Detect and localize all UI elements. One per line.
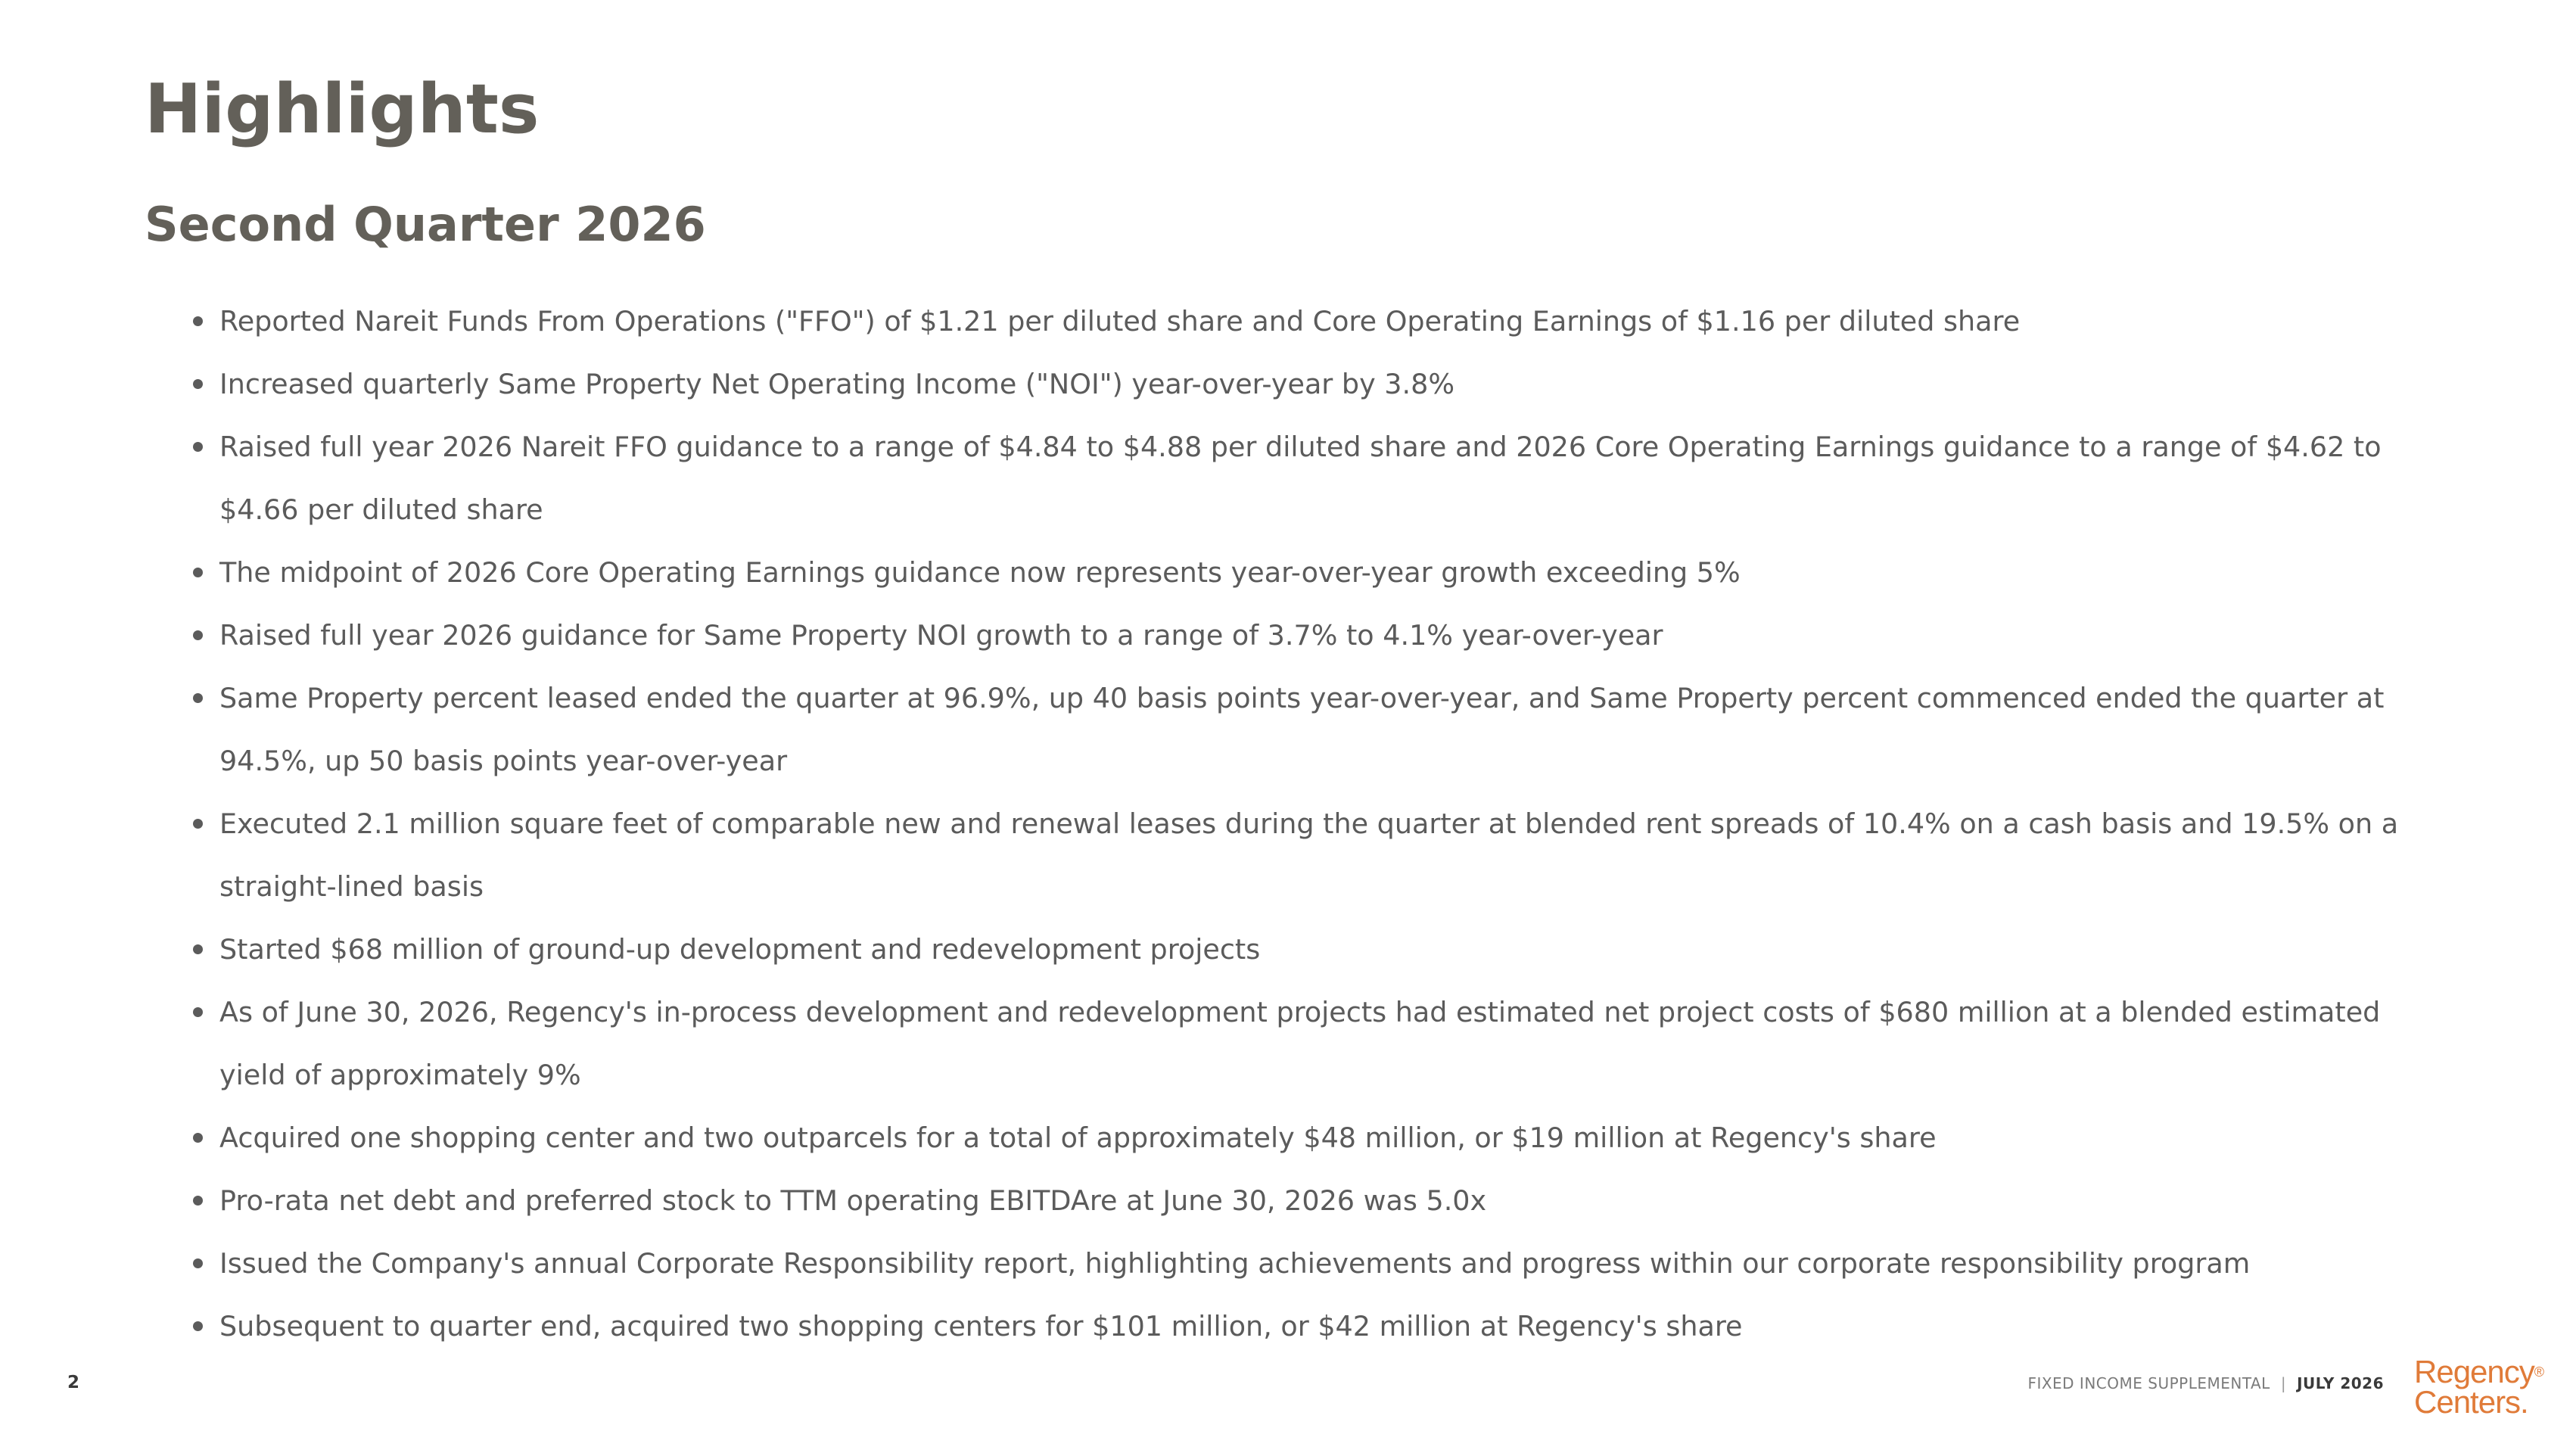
highlights-list: [219, 290, 2399, 1358]
list-item: [219, 1232, 2399, 1295]
footer: [1968, 1374, 2384, 1392]
page-title: Highlights: [145, 70, 540, 149]
list-item-text: The midpoint of 2026 Core Operating Earnings guidance now represents year-over-year growth exceeding 5%: [219, 556, 1741, 589]
list-item-text: Acquired one shopping center and two outparcels for a total of approximately $48 million, or $19 million at Regency's share: [219, 1122, 1937, 1154]
bullet-icon: [193, 316, 203, 326]
list-item-text: Raised full year 2026 Nareit FFO guidance to a range of $4.84 to $4.88 per diluted share and 2026 Core Operating Earnings guidance to a range of $4.62 to $4.66 per diluted share: [219, 431, 2382, 526]
logo-line-1: Regency®: [2414, 1354, 2544, 1389]
list-item-text: Raised full year 2026 guidance for Same Property NOI growth to a range of 3.7% to 4.1% year-over-year: [219, 619, 1663, 652]
list-item: [219, 1106, 2399, 1169]
list-item: [219, 667, 2399, 792]
list-item: [219, 792, 2399, 918]
regency-centers-logo: [2414, 1354, 2565, 1425]
list-item: [219, 541, 2399, 604]
list-item-text: Executed 2.1 million square feet of comparable new and renewal leases during the quarter at blended rent spreads of 10.4% on a cash basis and 19.5% on a straight-lined basis: [219, 807, 2399, 903]
registered-mark: ®: [2534, 1364, 2544, 1380]
section-title: Second Quarter 2026: [145, 197, 706, 252]
bullet-icon: [193, 693, 203, 703]
logo-line-2: Centers.: [2414, 1384, 2528, 1420]
footer-date: JULY 2026: [2297, 1374, 2384, 1392]
list-item: [219, 1169, 2399, 1232]
list-item-text: Reported Nareit Funds From Operations ("FFO") of $1.21 per diluted share and Core Operating Earnings of $1.16 per diluted share: [219, 305, 2021, 338]
list-item-text: Subsequent to quarter end, acquired two shopping centers for $101 million, or $42 million at Regency's share: [219, 1310, 1743, 1342]
bullet-icon: [193, 1196, 203, 1206]
bullet-icon: [193, 1133, 203, 1143]
bullet-icon: [193, 442, 203, 452]
bullet-icon: [193, 379, 203, 389]
footer-label: FIXED INCOME SUPPLEMENTAL: [2027, 1374, 2270, 1392]
list-item-text: Issued the Company's annual Corporate Responsibility report, highlighting achievements and progress within our corporate responsibility program: [219, 1247, 2251, 1280]
list-item: [219, 604, 2399, 667]
bullet-icon: [193, 630, 203, 640]
list-item: [219, 415, 2399, 541]
list-item: [219, 918, 2399, 981]
bullet-icon: [193, 1321, 203, 1331]
list-item-text: As of June 30, 2026, Regency's in-process development and redevelopment projects had estimated net project costs of $680 million at a blended estimated yield of approximately 9%: [219, 996, 2381, 1091]
list-item: [219, 353, 2399, 415]
bullet-icon: [193, 1007, 203, 1017]
page-number: 2: [67, 1373, 80, 1392]
list-item: [219, 290, 2399, 353]
bullet-icon: [193, 944, 203, 954]
list-item-text: Pro-rata net debt and preferred stock to TTM operating EBITDAre at June 30, 2026 was 5.0x: [219, 1184, 1487, 1217]
list-item-text: Increased quarterly Same Property Net Operating Income ("NOI") year-over-year by 3.8%: [219, 368, 1455, 400]
footer-separator: |: [2280, 1374, 2287, 1392]
bullet-icon: [193, 568, 203, 577]
list-item-text: Started $68 million of ground-up development and redevelopment projects: [219, 933, 1261, 966]
bullet-icon: [193, 819, 203, 829]
list-item: [219, 1295, 2399, 1358]
list-item-text: Same Property percent leased ended the quarter at 96.9%, up 40 basis points year-over-year, and Same Property percent commenced ended the quarter at 94.5%, up 50 basis points year-over-year: [219, 682, 2385, 777]
bullet-icon: [193, 1258, 203, 1268]
list-item: [219, 981, 2399, 1106]
